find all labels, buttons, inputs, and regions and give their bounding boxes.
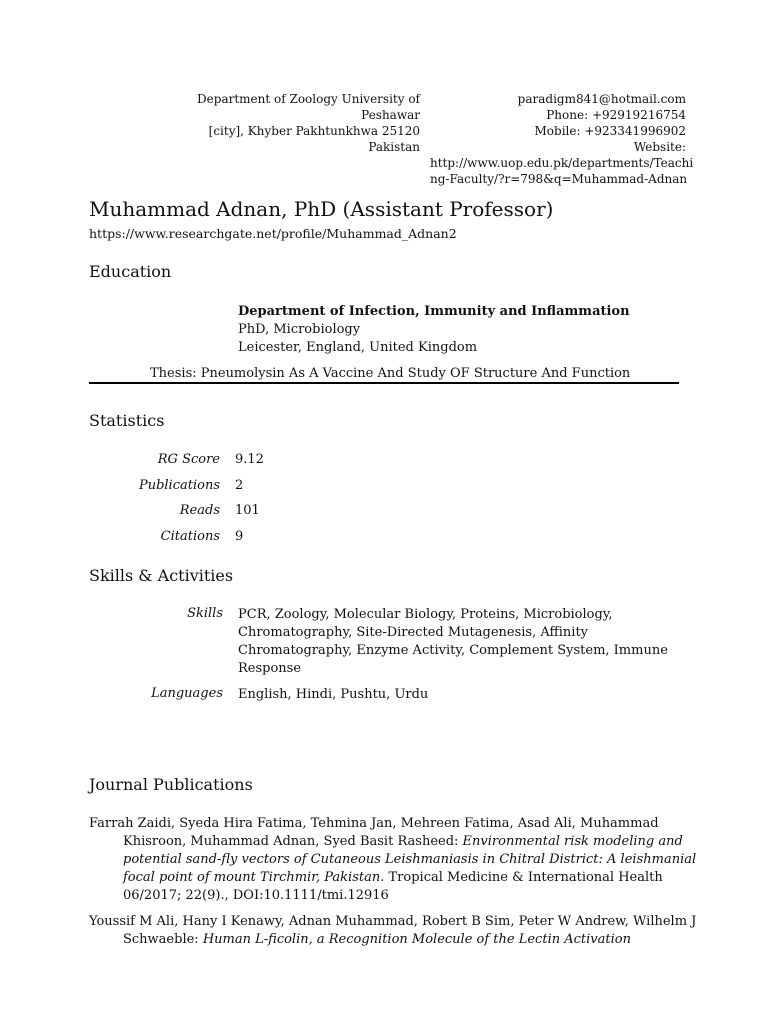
education-degree: PhD, Microbiology (238, 322, 361, 337)
stat-label-publications: Publications (138, 478, 220, 493)
contact-phone: Phone: +92919216754 (546, 108, 686, 122)
contact-website-url-cont[interactable]: ng-Faculty/?r=798&q=Muhammad-Adnan (430, 172, 688, 186)
publication-journal: . Tropical Medicine & International Health 06/2017; 22(9)., DOI:10.1111/tmi.12916 (123, 870, 663, 903)
address-line: Peshawar (361, 108, 420, 122)
publication-entry (89, 913, 713, 949)
profile-link[interactable]: https://www.researchgate.net/profile/Muhammad_Adnan2 (89, 226, 457, 241)
education-entry (238, 303, 630, 357)
education-institution: Department of Infection, Immunity and Inflammation (238, 304, 630, 319)
stat-value-reads: 101 (235, 503, 260, 518)
languages-value: English, Hindi, Pushtu, Urdu (238, 687, 429, 702)
stat-label-rg-score: RG Score (157, 452, 220, 467)
contact-website-url[interactable]: http://www.uop.edu.pk/departments/Teachi (430, 156, 694, 170)
publication-authors: Youssif M Ali, Hany I Kenawy, Adnan Muhammad, Robert B Sim, Peter W Andrew, Wilhelm J Schwaeble: (89, 914, 697, 947)
page-title: Muhammad Adnan, PhD (Assistant Professor) (89, 197, 554, 221)
stat-label-reads: Reads (179, 503, 220, 518)
stat-label-citations: Citations (160, 529, 220, 544)
education-heading: Education (89, 262, 172, 281)
address-block (180, 91, 420, 155)
publication-authors: Farrah Zaidi, Syeda Hira Fatima, Tehmina Jan, Mehreen Fatima, Asad Ali, Muhammad Khisroon, Muhammad Adnan, Syed Basit Rasheed: (89, 816, 659, 849)
education-location: Leicester, England, United Kingdom (238, 340, 478, 355)
statistics-heading: Statistics (89, 411, 165, 430)
publication-entry (89, 815, 713, 905)
skills-label: Skills (187, 606, 223, 621)
contact-mobile: Mobile: +923341996902 (534, 124, 686, 138)
stat-value-citations: 9 (235, 529, 244, 544)
address-line: Department of Zoology University of (197, 92, 420, 106)
address-line: Pakistan (368, 140, 420, 154)
section-divider (89, 382, 679, 384)
stat-value-publications: 2 (235, 478, 244, 493)
contact-email[interactable]: paradigm841@hotmail.com (517, 92, 686, 106)
publications-heading: Journal Publications (89, 775, 253, 794)
skills-heading: Skills & Activities (89, 566, 234, 585)
stat-value-rg-score: 9.12 (235, 452, 264, 467)
education-thesis: Thesis: Pneumolysin As A Vaccine And Study OF Structure And Function (150, 366, 631, 381)
publication-title: Environmental risk modeling and potential sand-fly vectors of Cutaneous Leishmaniasis in Chitral District: A leishmanial focal point of mount Tirchmir, Pakistan (123, 834, 697, 885)
address-line: [city], Khyber Pakhtunkhwa 25120 (208, 124, 420, 138)
languages-label: Languages (151, 686, 223, 701)
contact-block (430, 91, 694, 187)
publication-title: Human L-ficolin, a Recognition Molecule of the Lectin Activation (202, 932, 631, 947)
contact-website-label: Website: (633, 140, 686, 154)
skills-value: PCR, Zoology, Molecular Biology, Proteins, Microbiology, Chromatography, Site-Directed Mutagenesis, Affinity Chromatography, Enzyme Activity, Complement System, Immune Response (238, 607, 668, 676)
